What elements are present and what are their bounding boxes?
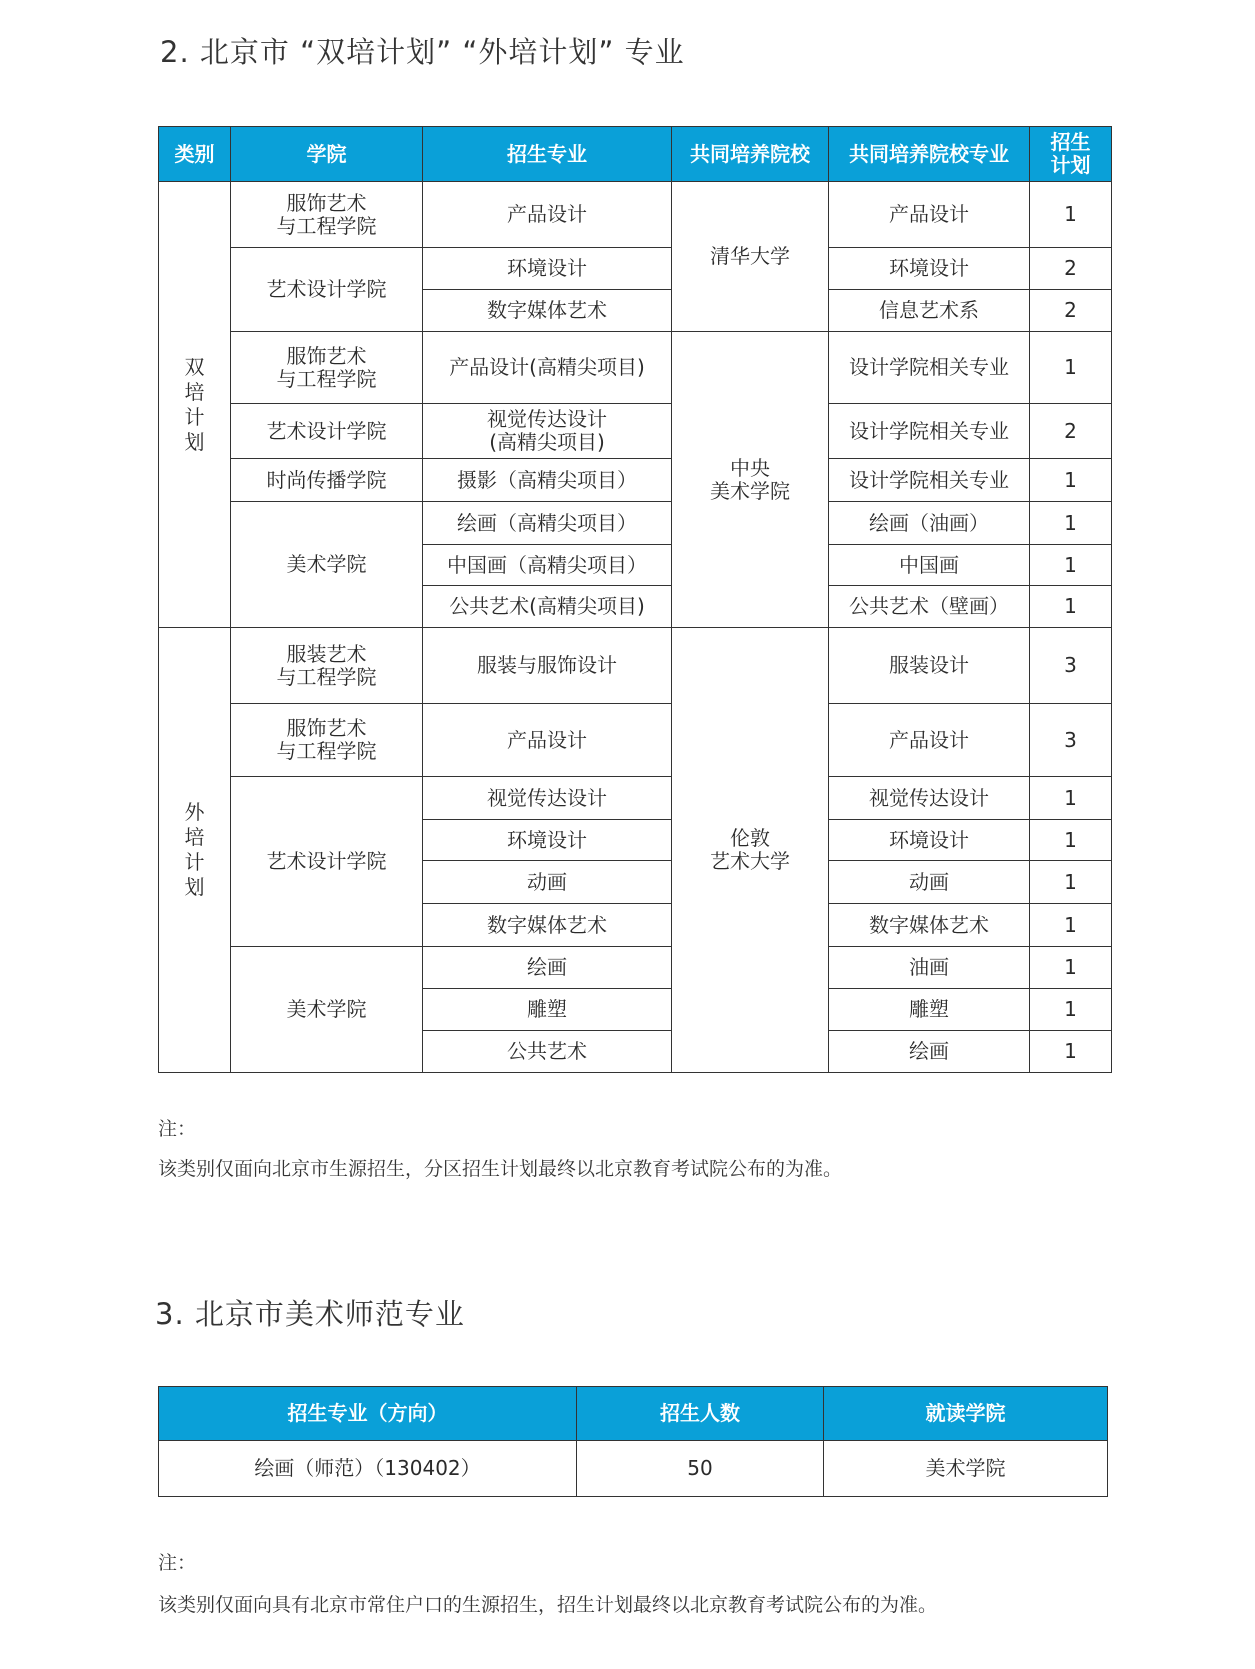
art-teacher-table	[158, 1386, 1108, 1497]
table-row	[159, 704, 1112, 777]
cell-text: 1	[1030, 586, 1112, 628]
cell-text: 环境设计	[423, 820, 672, 861]
header-college: 学院	[231, 127, 423, 182]
note-label: 注：	[158, 1552, 197, 1574]
table-cell	[159, 628, 231, 1073]
note-label: 注：	[158, 1118, 197, 1140]
header-enrollment-count: 招生人数	[577, 1387, 824, 1441]
table-row	[159, 459, 1112, 502]
cell-text: 中国画	[829, 545, 1030, 586]
cell-text: 1	[1030, 545, 1112, 586]
cell-text: 1	[1030, 182, 1112, 248]
cell-text: 1	[1030, 947, 1112, 989]
cell-text: 公共艺术	[423, 1031, 672, 1073]
cell-text: 1	[1030, 989, 1112, 1031]
header-partner-major: 共同培养院校专业	[829, 127, 1030, 182]
cell-text: 产品设计(高精尖项目)	[423, 332, 672, 404]
header-major: 招生专业	[423, 127, 672, 182]
cell-text: 1	[1030, 459, 1112, 502]
cell-text: 美术学院	[231, 502, 423, 628]
cell-text: 动画	[423, 861, 672, 904]
cell-text: 视觉传达设计	[423, 777, 672, 820]
cell-text: 美术学院	[231, 947, 423, 1073]
cell-text: 2	[1030, 248, 1112, 290]
cell-text: 服装与服饰设计	[423, 628, 672, 704]
table-row	[159, 502, 1112, 545]
table-row	[159, 628, 1112, 704]
cell-text: 数字媒体艺术	[423, 904, 672, 947]
category-label: 双培计划	[184, 354, 205, 454]
table-row	[159, 947, 1112, 989]
table-cell	[159, 182, 231, 628]
table-row	[159, 404, 1112, 459]
cell-text: 数字媒体艺术	[829, 904, 1030, 947]
cell-text: 服装设计	[829, 628, 1030, 704]
cell-text: 环境设计	[829, 248, 1030, 290]
header-major-direction: 招生专业（方向）	[159, 1387, 577, 1441]
cell-text: 艺术设计学院	[231, 777, 423, 947]
table-header-row	[159, 127, 1112, 182]
cell-text: 2	[1030, 404, 1112, 459]
cell-text: 1	[1030, 820, 1112, 861]
cell-text: 服饰艺术 与工程学院	[231, 704, 423, 777]
table-row	[159, 777, 1112, 820]
cell-text: 绘画	[423, 947, 672, 989]
cell-text: 动画	[829, 861, 1030, 904]
cell-text: 服装艺术 与工程学院	[231, 628, 423, 704]
cell-text: 2	[1030, 290, 1112, 332]
cell-text: 视觉传达设计 (高精尖项目)	[423, 404, 672, 459]
cell-text: 绘画（高精尖项目）	[423, 502, 672, 545]
header-category: 类别	[159, 127, 231, 182]
cell-text: 艺术设计学院	[231, 248, 423, 332]
cell-text: 1	[1030, 861, 1112, 904]
cell-text: 产品设计	[829, 182, 1030, 248]
cell-text: 服饰艺术 与工程学院	[231, 182, 423, 248]
table-row	[159, 1441, 1108, 1497]
table-row	[159, 332, 1112, 404]
cell-text: 设计学院相关专业	[829, 332, 1030, 404]
cell-text: 1	[1030, 777, 1112, 820]
cell-text: 3	[1030, 704, 1112, 777]
cell-text: 1	[1030, 904, 1112, 947]
cell-text: 设计学院相关专业	[829, 404, 1030, 459]
cell-text: 清华大学	[672, 182, 829, 332]
cell-text: 伦敦 艺术大学	[672, 628, 829, 1073]
cell-text: 1	[1030, 1031, 1112, 1073]
joint-program-table	[158, 126, 1112, 1073]
cell-text: 数字媒体艺术	[423, 290, 672, 332]
cell-text: 环境设计	[423, 248, 672, 290]
cell-text: 视觉传达设计	[829, 777, 1030, 820]
note-text: 该类别仅面向北京市生源招生，分区招生计划最终以北京教育考试院公布的为准。	[158, 1158, 843, 1180]
cell-text: 时尚传播学院	[231, 459, 423, 502]
cell-text: 信息艺术系	[829, 290, 1030, 332]
cell-text: 服饰艺术 与工程学院	[231, 332, 423, 404]
cell-enrollment-count: 50	[577, 1441, 824, 1497]
cell-text: 产品设计	[423, 182, 672, 248]
cell-text: 雕塑	[829, 989, 1030, 1031]
cell-text: 产品设计	[423, 704, 672, 777]
table-header-row	[159, 1387, 1108, 1441]
cell-college: 美术学院	[824, 1441, 1108, 1497]
cell-text: 雕塑	[423, 989, 672, 1031]
cell-text: 3	[1030, 628, 1112, 704]
cell-text: 公共艺术（壁画）	[829, 586, 1030, 628]
cell-text: 艺术设计学院	[231, 404, 423, 459]
cell-text: 油画	[829, 947, 1030, 989]
cell-text: 绘画（油画）	[829, 502, 1030, 545]
cell-text: 公共艺术(高精尖项目)	[423, 586, 672, 628]
cell-text: 1	[1030, 332, 1112, 404]
table-row	[159, 182, 1112, 248]
table-row	[159, 248, 1112, 290]
section3-title: 3. 北京市美术师范专业	[155, 1297, 465, 1331]
cell-text: 摄影（高精尖项目）	[423, 459, 672, 502]
cell-text: 1	[1030, 502, 1112, 545]
cell-major-direction: 绘画（师范）（130402）	[159, 1441, 577, 1497]
cell-text: 中央 美术学院	[672, 332, 829, 628]
cell-text: 中国画（高精尖项目）	[423, 545, 672, 586]
cell-text: 环境设计	[829, 820, 1030, 861]
note-text: 该类别仅面向具有北京市常住户口的生源招生，招生计划最终以北京教育考试院公布的为准。	[158, 1594, 938, 1616]
section2-title: 2. 北京市 “双培计划” “外培计划” 专业	[160, 35, 685, 69]
header-college: 就读学院	[824, 1387, 1108, 1441]
cell-text: 产品设计	[829, 704, 1030, 777]
cell-text: 绘画	[829, 1031, 1030, 1073]
header-partner-school: 共同培养院校	[672, 127, 829, 182]
header-quota: 招生 计划	[1030, 127, 1112, 182]
category-label: 外培计划	[184, 800, 205, 899]
cell-text: 设计学院相关专业	[829, 459, 1030, 502]
